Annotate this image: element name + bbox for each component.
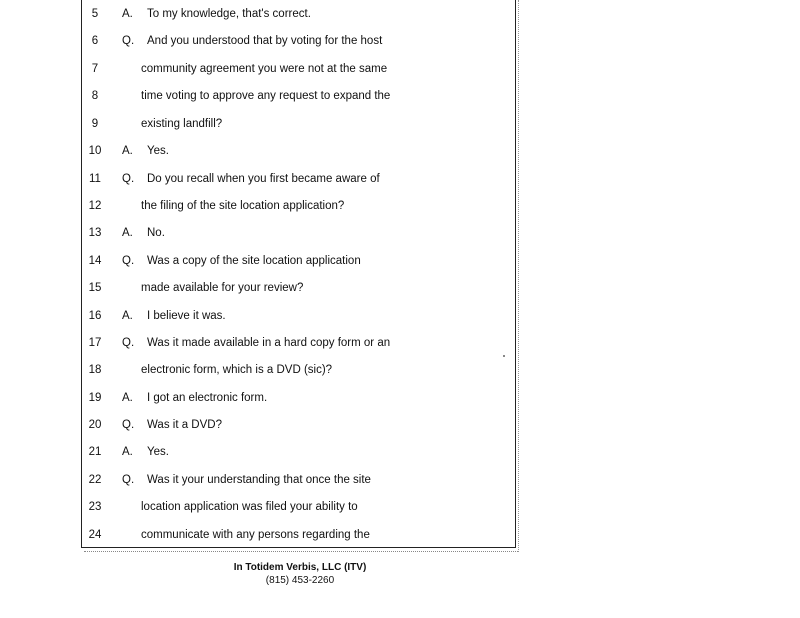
line-number: 16 [88,310,102,322]
transcript-line [0,501,800,521]
speaker-label: A. [122,392,133,404]
page-edge-dots-bottom [84,551,518,554]
line-text: the filing of the site location application? [141,200,345,212]
transcript-line [0,364,800,384]
speaker-label: Q. [122,35,135,47]
transcript-line [0,200,800,220]
line-number: 6 [91,35,99,47]
speaker-label: Q. [122,419,135,431]
line-number: 7 [91,63,99,75]
line-text: community agreement you were not at the same [141,63,388,75]
transcript-line [0,310,800,330]
line-number: 8 [91,90,99,102]
speaker-label: A. [122,227,133,239]
line-text: time voting to approve any request to expand the [141,90,391,102]
speaker-label: Q. [122,337,135,349]
line-text: I got an electronic form. [147,392,268,404]
line-text: I believe it was. [147,310,226,322]
speaker-label: A. [122,145,133,157]
line-text: And you understood that by voting for the host [147,35,383,47]
line-number: 11 [89,173,101,185]
transcript-line [0,8,800,28]
line-number: 10 [88,145,102,157]
line-number: 14 [88,255,102,267]
line-number: 21 [88,446,102,458]
line-number: 9 [91,118,99,130]
line-number: 17 [88,337,102,349]
line-number: 24 [88,529,102,541]
line-text: Yes. [147,446,169,458]
transcript-line [0,63,800,83]
line-text: Was a copy of the site location application [147,255,361,267]
line-text: Was it a DVD? [147,419,222,431]
line-text: Yes. [147,145,169,157]
line-number: 19 [88,392,102,404]
line-number: 20 [88,419,102,431]
line-text: electronic form, which is a DVD (sic)? [141,364,333,376]
line-text: Was it made available in a hard copy form or an [147,337,391,349]
transcript-line [0,118,800,138]
transcript-line [0,282,800,302]
footer-phone: (815) 453-2260 [265,575,335,586]
line-text: communicate with any persons regarding the [141,529,370,541]
transcript-line [0,173,800,193]
transcript-line [0,255,800,275]
speaker-label: Q. [122,474,135,486]
line-number: 15 [88,282,102,294]
transcript-line [0,35,800,55]
line-number: 22 [88,474,102,486]
line-number: 13 [88,227,102,239]
line-text: made available for your review? [141,282,304,294]
transcript-line [0,145,800,165]
transcript-line [0,90,800,110]
transcript-line [0,419,800,439]
speaker-label: A. [122,8,133,20]
transcript-line [0,529,800,549]
line-number: 12 [88,200,102,212]
speaker-label: A. [122,310,133,322]
line-text: No. [147,227,165,239]
speaker-label: Q. [122,173,135,185]
scan-speck [503,355,505,357]
line-text: Was it your understanding that once the site [147,474,371,486]
transcript-line [0,392,800,412]
line-number: 5 [91,8,99,20]
speaker-label: A. [122,446,133,458]
line-text: location application was filed your ability to [141,501,358,513]
transcript-line [0,227,800,247]
line-text: existing landfill? [141,118,223,130]
footer-firm-name: In Totidem Verbis, LLC (ITV) [233,562,367,573]
line-number: 23 [88,501,102,513]
line-number: 18 [88,364,102,376]
speaker-label: Q. [122,255,135,267]
transcript-line [0,474,800,494]
transcript-line [0,446,800,466]
line-text: Do you recall when you first became aware of [147,173,380,185]
line-text: To my knowledge, that's correct. [147,8,311,20]
transcript-line [0,337,800,357]
